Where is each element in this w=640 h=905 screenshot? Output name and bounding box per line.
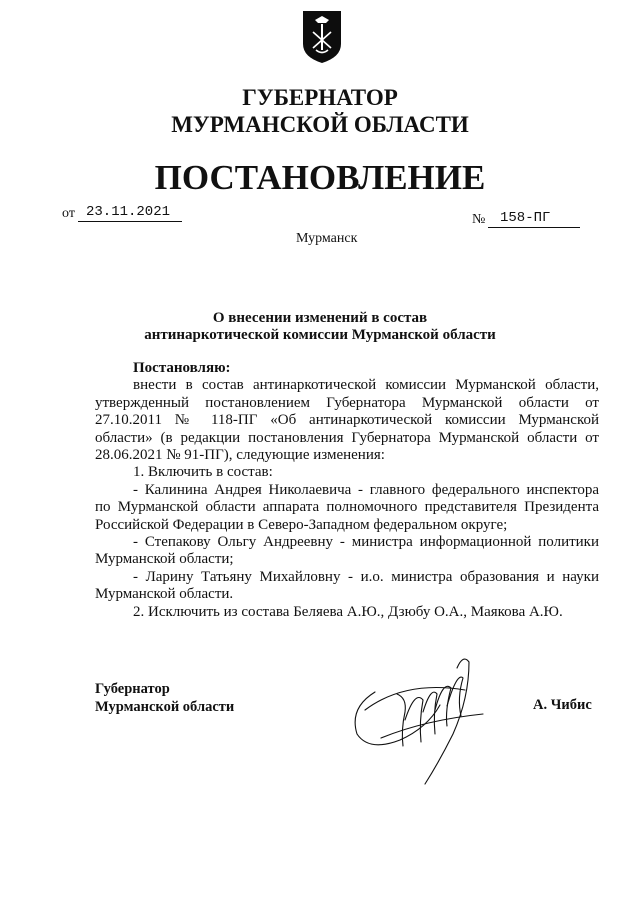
document-date: 23.11.2021 — [86, 204, 171, 220]
date-underline — [78, 221, 182, 222]
document-number: 158-ПГ — [500, 210, 551, 226]
issuer-title-line2: МУРМАНСКОЙ ОБЛАСТИ — [171, 112, 469, 137]
body-line: - Калинина Андрея Николаевича - главного федерального инспектора — [133, 481, 599, 498]
body-line: 28.06.2021 № 91-ПГ), следующие изменения: — [95, 447, 385, 464]
signatory-position — [95, 680, 234, 716]
signatory-position-line2: Мурманской области — [95, 699, 235, 715]
number-prefix: № — [472, 212, 486, 227]
number-underline — [488, 227, 580, 228]
body-line: области» (в редакции постановления Губернатора Мурманской области от — [95, 429, 599, 446]
handwritten-signature — [345, 650, 505, 790]
date-prefix: от — [62, 206, 75, 221]
body-line: утвержденный постановлением Губернатора Мурманской области от — [95, 394, 599, 411]
body-line: Мурманской области; — [95, 551, 234, 568]
body-line: внести в состав антинаркотической комиссии Мурманской области, — [133, 377, 599, 394]
body-line: - Ларину Татьяну Михайловну - и.о. министра образования и науки — [133, 568, 599, 585]
issuer-title-line1: ГУБЕРНАТОР — [242, 85, 398, 110]
document-type-title: ПОСТАНОВЛЕНИЕ — [154, 158, 486, 197]
body-line: по Мурманской области аппарата полномочного представителя Президента — [95, 499, 599, 516]
body-line: Российской Федерации в Северо-Западном федеральном округе; — [95, 516, 508, 533]
body-line: 27.10.2011 № 118-ПГ «Об антинаркотической комиссии Мурманской — [95, 412, 599, 429]
city-name: Мурманск — [296, 231, 358, 246]
body-line: - Степакову Ольгу Андреевну - министра информационной политики — [133, 534, 599, 551]
decree-body — [95, 360, 599, 621]
subject-line1: О внесении изменений в состав — [212, 310, 428, 326]
coat-of-arms-emblem — [302, 10, 342, 64]
body-line: 2. Исключить из состава Беляева А.Ю., Дзюбу О.А., Маякова А.Ю. — [133, 603, 563, 620]
body-line: Мурманской области. — [95, 586, 234, 603]
subject-line2: антинаркотической комиссии Мурманской области — [144, 327, 496, 343]
body-line: 1. Включить в состав: — [133, 464, 273, 481]
decree-word: Постановляю: — [133, 360, 231, 376]
signatory-name: А. Чибис — [533, 697, 592, 713]
signatory-position-line1: Губернатор — [95, 681, 170, 697]
